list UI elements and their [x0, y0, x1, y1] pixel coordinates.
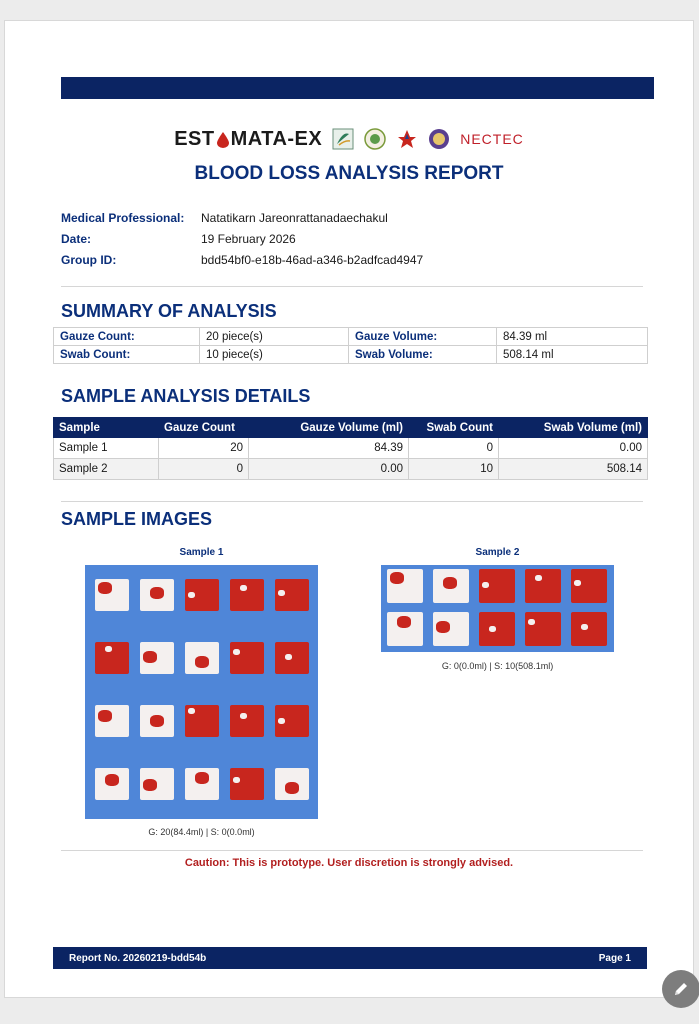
table-row: [54, 459, 648, 480]
table-cell: 508.14: [499, 459, 648, 480]
stain-mark: [195, 772, 209, 784]
stain-mark: [397, 616, 411, 628]
stain-mark: [285, 654, 292, 660]
gauze-piece: [140, 768, 174, 800]
gauze-piece: [525, 612, 561, 646]
table-cell: 84.39: [249, 438, 409, 459]
gauze-piece: [525, 569, 561, 603]
table-cell: Sample 1: [54, 438, 159, 459]
stain-mark: [285, 782, 299, 794]
gauze-piece: [387, 569, 423, 603]
column-header: Gauze Count: [159, 418, 249, 438]
stain-mark: [535, 575, 542, 581]
sample1-image: [85, 565, 318, 819]
gauze-piece: [95, 579, 129, 611]
stain-mark: [98, 582, 112, 594]
gauze-piece: [387, 612, 423, 646]
meta-label: Medical Professional:: [61, 210, 185, 225]
stain-mark: [528, 619, 535, 625]
stain-mark: [188, 592, 195, 598]
details-table: [53, 417, 648, 480]
summary-value: 20 piece(s): [200, 328, 349, 346]
report-title: BLOOD LOSS ANALYSIS REPORT: [194, 163, 504, 184]
report-meta: [61, 207, 423, 270]
gauze-piece: [185, 768, 219, 800]
divider: [61, 850, 643, 851]
sample1-caption: Sample 1: [179, 547, 224, 558]
gauze-piece: [433, 569, 469, 603]
leaf-logo-icon: [332, 128, 354, 150]
stain-mark: [240, 713, 247, 719]
divider: [61, 286, 643, 287]
emblem-logo-icon: [428, 128, 450, 150]
stain-mark: [278, 590, 285, 596]
table-cell: 0.00: [249, 459, 409, 480]
meta-professional-row: [61, 207, 423, 228]
logo-row: [5, 124, 693, 154]
meta-date-row: [61, 228, 423, 249]
stain-mark: [240, 585, 247, 591]
report-number: Report No. 20260219-bdd54b: [69, 952, 207, 964]
stain-mark: [489, 626, 496, 632]
stain-mark: [581, 624, 588, 630]
gauze-piece: [185, 642, 219, 674]
seal-logo-icon: [364, 128, 386, 150]
gauze-piece: [275, 579, 309, 611]
column-header: Gauze Volume (ml): [249, 418, 409, 438]
gauze-piece: [275, 705, 309, 737]
gauze-piece: [95, 768, 129, 800]
stain-mark: [188, 708, 195, 714]
gauze-piece: [479, 569, 515, 603]
gauze-piece: [571, 612, 607, 646]
meta-value: bdd54bf0-e18b-46ad-a346-b2adfcad4947: [201, 252, 424, 267]
stain-mark: [233, 777, 240, 783]
table-cell: 10: [409, 459, 499, 480]
summary-value: 10 piece(s): [200, 346, 349, 364]
stain-mark: [150, 715, 164, 727]
gauze-piece: [571, 569, 607, 603]
gauze-piece: [140, 642, 174, 674]
images-title: SAMPLE IMAGES: [61, 509, 213, 529]
sample2-footer: G: 0(0.0ml) | S: 10(508.1ml): [441, 661, 554, 671]
stain-mark: [98, 710, 112, 722]
stain-mark: [390, 572, 404, 584]
estimata-logo: [174, 128, 322, 151]
table-row: [54, 328, 648, 346]
stain-mark: [105, 774, 119, 786]
meta-value: 19 February 2026: [201, 231, 296, 246]
summary-label: Swab Volume:: [349, 346, 497, 364]
gauze-piece: [230, 768, 264, 800]
edit-button[interactable]: [662, 970, 699, 1008]
gauze-piece: [185, 705, 219, 737]
gauze-piece: [140, 579, 174, 611]
table-cell: Sample 2: [54, 459, 159, 480]
summary-value: 508.14 ml: [497, 346, 648, 364]
gauze-piece: [185, 579, 219, 611]
gauze-piece: [230, 579, 264, 611]
gauze-piece: [479, 612, 515, 646]
table-cell: 0: [159, 459, 249, 480]
caution-text: Caution: This is prototype. User discretion is strongly advised.: [184, 857, 514, 869]
summary-label: Swab Count:: [54, 346, 200, 364]
gauze-piece: [140, 705, 174, 737]
gauze-piece: [275, 642, 309, 674]
sample2-caption: Sample 2: [475, 547, 520, 558]
stain-mark: [482, 582, 489, 588]
report-page: [4, 20, 694, 998]
summary-label: Gauze Volume:: [349, 328, 497, 346]
divider: [61, 501, 643, 502]
gauze-piece: [230, 705, 264, 737]
meta-group-row: [61, 249, 423, 270]
pencil-icon: [672, 980, 690, 998]
summary-title: SUMMARY OF ANALYSIS: [61, 301, 277, 321]
table-row: [54, 346, 648, 364]
brand-right-text: MATA-EX: [230, 127, 323, 150]
summary-label: Gauze Count:: [54, 328, 200, 346]
table-cell: 0: [409, 438, 499, 459]
table-row: [54, 438, 648, 459]
page-number: Page 1: [598, 952, 631, 964]
sample1-footer: G: 20(84.4ml) | S: 0(0.0ml): [148, 827, 255, 837]
stain-mark: [278, 718, 285, 724]
stain-mark: [143, 651, 157, 663]
stain-mark: [150, 587, 164, 599]
header-bar: [61, 77, 654, 99]
summary-value: 84.39 ml: [497, 328, 648, 346]
column-header: Sample: [54, 418, 159, 438]
table-header-row: [54, 418, 648, 438]
gauze-piece: [275, 768, 309, 800]
stain-mark: [195, 656, 209, 668]
gauze-piece: [95, 642, 129, 674]
sample2-image: [381, 565, 614, 652]
table-cell: 20: [159, 438, 249, 459]
meta-value: Natatikarn Jareonrattanadaechakul: [201, 210, 388, 225]
stain-mark: [233, 649, 240, 655]
table-cell: 0.00: [499, 438, 648, 459]
gauze-piece: [230, 642, 264, 674]
stain-mark: [143, 779, 157, 791]
footer-bar: [53, 947, 647, 969]
stain-mark: [105, 646, 112, 652]
brand-left-text: EST: [174, 127, 215, 150]
column-header: Swab Count: [409, 418, 499, 438]
column-header: Swab Volume (ml): [499, 418, 648, 438]
gauze-piece: [433, 612, 469, 646]
nectec-logo: NECTEC: [460, 131, 524, 147]
details-title: SAMPLE ANALYSIS DETAILS: [61, 386, 311, 406]
gauze-piece: [95, 705, 129, 737]
star-logo-icon: [396, 128, 418, 150]
meta-label: Date:: [61, 231, 92, 246]
blood-drop-icon: [217, 131, 229, 147]
meta-label: Group ID:: [61, 252, 117, 267]
stain-mark: [436, 621, 450, 633]
stain-mark: [443, 577, 457, 589]
summary-table: [53, 327, 648, 364]
stain-mark: [574, 580, 581, 586]
